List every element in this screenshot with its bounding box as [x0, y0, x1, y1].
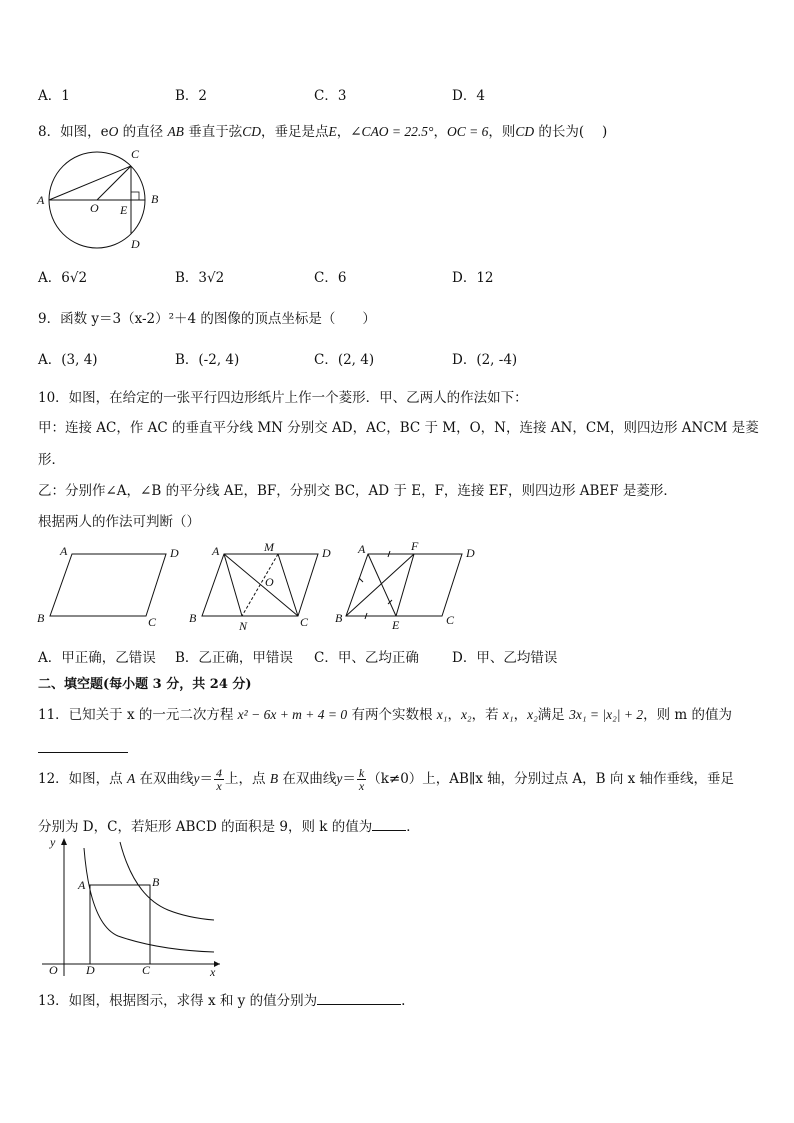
q12-hyperbola-figure	[38, 834, 228, 980]
q9-option-a: A．(3, 4)	[38, 352, 98, 368]
q10-fig3-label-a: A	[358, 542, 366, 556]
q8-circle-figure	[34, 142, 164, 254]
q10-figure-jia	[186, 540, 346, 632]
q10-fig2-label-c: C	[300, 615, 309, 629]
q12-label-x: x	[210, 965, 216, 979]
q9-stem: 9．函数 y＝3（x-2）²＋4 的图像的顶点坐标是（ ）	[38, 311, 376, 327]
q10-option-a: A．甲正确，乙错误	[38, 650, 156, 666]
q12-label-y: y	[50, 835, 56, 849]
q10-option-b: B．乙正确，甲错误	[175, 650, 293, 666]
q8-option-b: B．3√2	[175, 270, 225, 286]
q12-label-d: D	[86, 963, 95, 977]
q10-judge: 根据两人的作法可判断（）	[38, 514, 200, 530]
q13-stem: 13．如图，根据图示，求得 x 和 y 的值分别为 .	[38, 993, 406, 1009]
q10-fig2-label-n: N	[239, 619, 248, 632]
q12-label-o: O	[49, 963, 58, 977]
q10-fig3-label-d: D	[466, 546, 475, 560]
q12-stem-line2: 分别为 D，C，若矩形 ABCD 的面积是 9，则 k 的值为 ．	[38, 819, 420, 835]
q8-stem: 8．如图，eO 的直径 AB 垂直于弦CD，垂足是点E，∠CAO = 22.5°，OC = 6，则CD 的长为( )	[38, 124, 608, 140]
q10-fig1-label-a: A	[60, 544, 68, 558]
q10-figure-parallelogram	[34, 540, 194, 630]
q8-option-a: A．6√2	[38, 270, 88, 286]
q10-jia-line1: 甲：连接 AC，作 AC 的垂直平分线 MN 分别交 AD，AC，BC 于 M，O，N，连接 AN，CM，则四边形 ANCM 是菱	[38, 420, 759, 436]
q9-option-d: D．(2, -4)	[452, 352, 518, 368]
q10-fig2-label-o: O	[265, 575, 274, 589]
q8-label-e: E	[120, 203, 128, 217]
q13-answer-blank[interactable]	[317, 991, 401, 1005]
q10-option-d: D．甲、乙均错误	[452, 650, 558, 666]
q12-label-c: C	[142, 963, 151, 977]
q11-stem: 11．已知关于 x 的一元二次方程 x² − 6x + m + 4 = 0 有两个实数根 x₁，x₂，若 x₁，x₂满足 3x₁ = |x₂| + 2，则 m 的值为	[38, 707, 732, 723]
q10-stem: 10．如图，在给定的一张平行四边形纸片上作一个菱形．甲、乙两人的作法如下：	[38, 390, 528, 406]
q10-fig3-label-b: B	[335, 611, 343, 625]
q8-option-c: C．6	[314, 270, 347, 286]
q10-fig2-label-a: A	[212, 544, 220, 558]
q7-option-b: B．2	[175, 88, 208, 104]
q10-fig2-label-d: D	[322, 546, 331, 560]
q10-fig3-label-c: C	[446, 613, 455, 627]
q10-fig3-label-f: F	[411, 540, 419, 553]
q8-label-c: C	[131, 147, 140, 161]
q12-answer-blank[interactable]	[372, 817, 406, 831]
q10-figure-yi	[330, 540, 490, 632]
q9-option-b: B．(-2, 4)	[175, 352, 240, 368]
q10-fig2-label-m: M	[264, 540, 274, 554]
q8-label-b: B	[151, 192, 159, 206]
q10-fig1-label-b: B	[37, 611, 45, 625]
section2-title: 二、填空题(每小题 3 分，共 24 分)	[38, 677, 252, 692]
q9-option-c: C．(2, 4)	[314, 352, 375, 368]
q10-option-c: C．甲、乙均正确	[314, 650, 419, 666]
q11-answer-blank[interactable]	[38, 752, 128, 753]
q10-fig3-label-e: E	[392, 618, 400, 632]
q10-yi: 乙：分别作∠A，∠B 的平分线 AE，BF，分别交 BC，AD 于 E，F，连接 EF，则四边形 ABEF 是菱形．	[38, 483, 677, 499]
q7-option-a: A．1	[38, 88, 70, 104]
q10-jia-line2: 形．	[38, 452, 65, 468]
q12-stem-line1: 12．如图，点 A 在双曲线y＝ $\frac{4}{x}$ 上，点 B 在双曲线y＝ $\frac{k}{x}$ （k≠0）上，AB∥x 轴，分别过点 A，B 向 x 轴作垂线，垂足	[38, 766, 735, 793]
q8-label-a: A	[37, 193, 45, 207]
q12-label-b: B	[152, 875, 160, 889]
q12-label-a: A	[78, 878, 86, 892]
q10-fig1-label-d: D	[170, 546, 179, 560]
q7-option-c: C．3	[314, 88, 347, 104]
q7-option-d: D．4	[452, 88, 485, 104]
q10-fig1-label-c: C	[148, 615, 157, 629]
q8-label-o: O	[90, 201, 99, 215]
q8-label-d: D	[131, 237, 140, 251]
q8-option-d: D．12	[452, 270, 494, 286]
q10-fig2-label-b: B	[189, 611, 197, 625]
